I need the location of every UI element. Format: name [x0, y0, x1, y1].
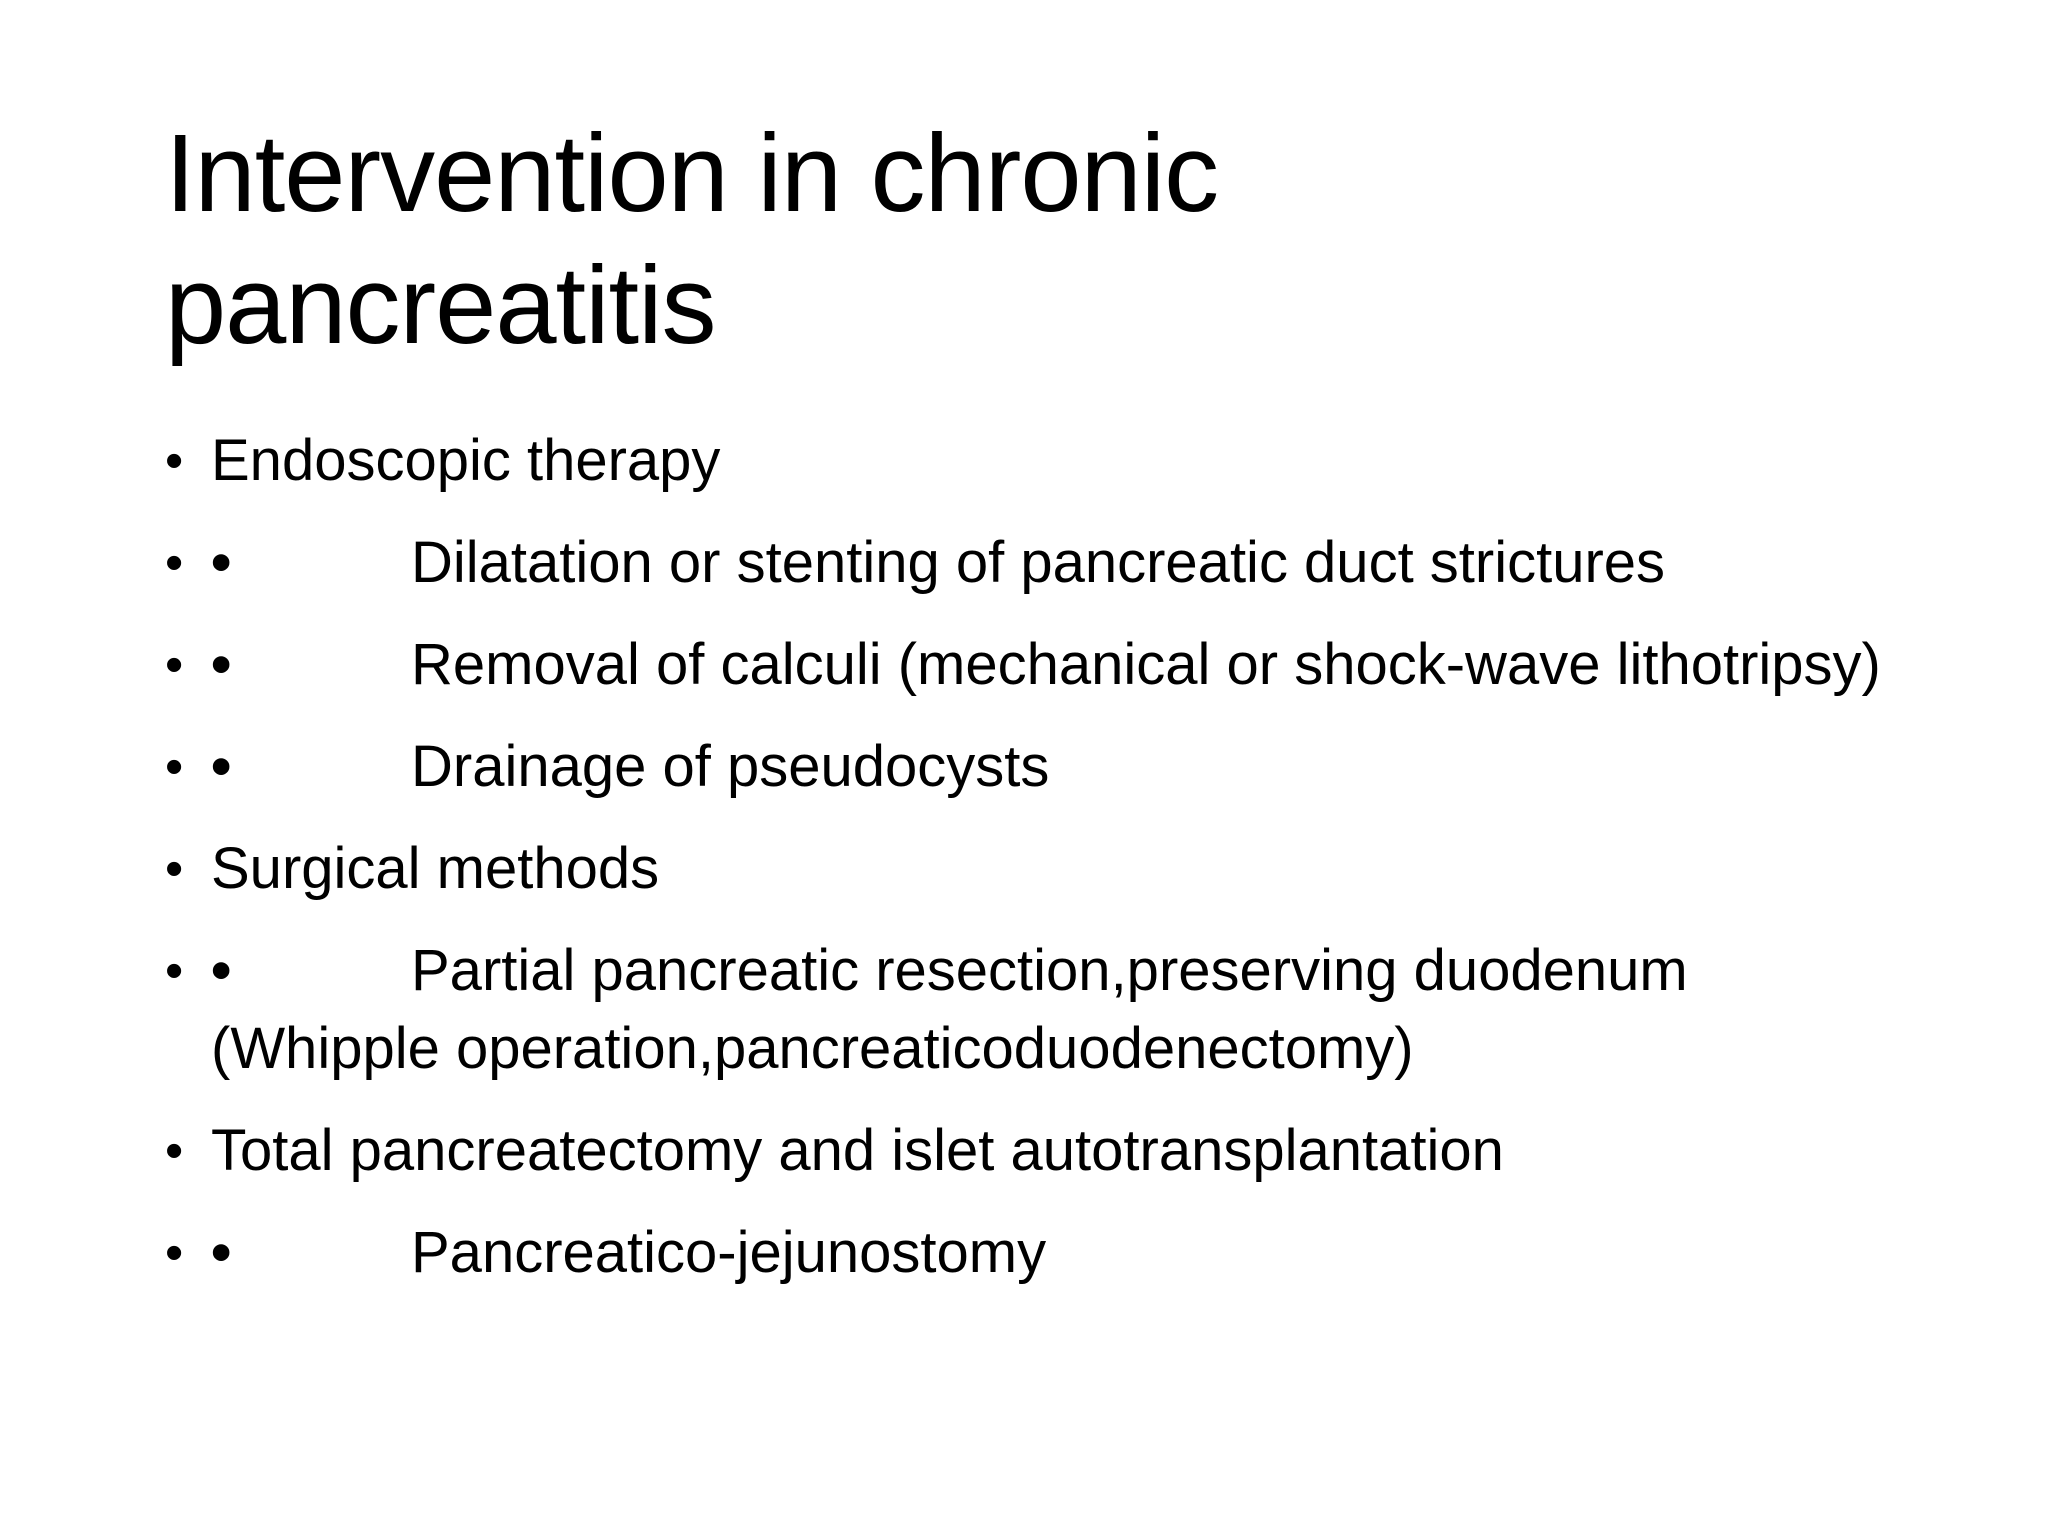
bullet-item: [165, 1112, 1885, 1190]
bullet-item: [165, 524, 1885, 602]
sub-bullet-marker: •: [211, 938, 232, 1003]
bullet-item: [165, 422, 1885, 500]
bullet-marker: •: [165, 1122, 184, 1180]
bullet-marker: •: [165, 534, 184, 592]
bullet-text: Total pancreatectomy and islet autotransplantation: [211, 1118, 1504, 1183]
bullet-marker: •: [165, 840, 184, 898]
bullet-item: [165, 1214, 1885, 1292]
bullet-text: Endoscopic therapy: [211, 428, 721, 493]
sub-bullet-marker: •: [211, 632, 232, 697]
bullet-text: Dilatation or stenting of pancreatic duct strictures: [411, 530, 1666, 595]
bullet-marker: •: [165, 1224, 184, 1282]
bullet-text: Drainage of pseudocysts: [411, 734, 1050, 799]
bullet-item: [165, 932, 1885, 1088]
bullet-item: [165, 728, 1885, 806]
bullet-marker: •: [165, 432, 184, 490]
bullet-text: Surgical methods: [211, 836, 660, 901]
bullet-item: [165, 830, 1885, 908]
sub-bullet-marker: •: [211, 734, 232, 799]
sub-bullet-marker: •: [211, 530, 232, 595]
bullet-text: Partial pancreatic resection,preserving duodenum (Whipple operation,pancreaticoduodenectomy): [211, 938, 1688, 1081]
slide-title-line-2: pancreatitis: [165, 244, 716, 367]
bullet-text: Pancreatico-jejunostomy: [411, 1220, 1047, 1285]
sub-bullet-marker: •: [211, 1220, 232, 1285]
bullet-marker: •: [165, 636, 184, 694]
slide-title-line-1: Intervention in chronic: [165, 112, 1219, 235]
slide-title: [165, 108, 1885, 372]
bullet-text: Removal of calculi (mechanical or shock-wave lithotripsy): [411, 632, 1881, 697]
bullet-marker: •: [165, 942, 184, 1000]
bullet-list: [165, 422, 1885, 1316]
bullet-item: [165, 626, 1885, 704]
bullet-marker: •: [165, 738, 184, 796]
